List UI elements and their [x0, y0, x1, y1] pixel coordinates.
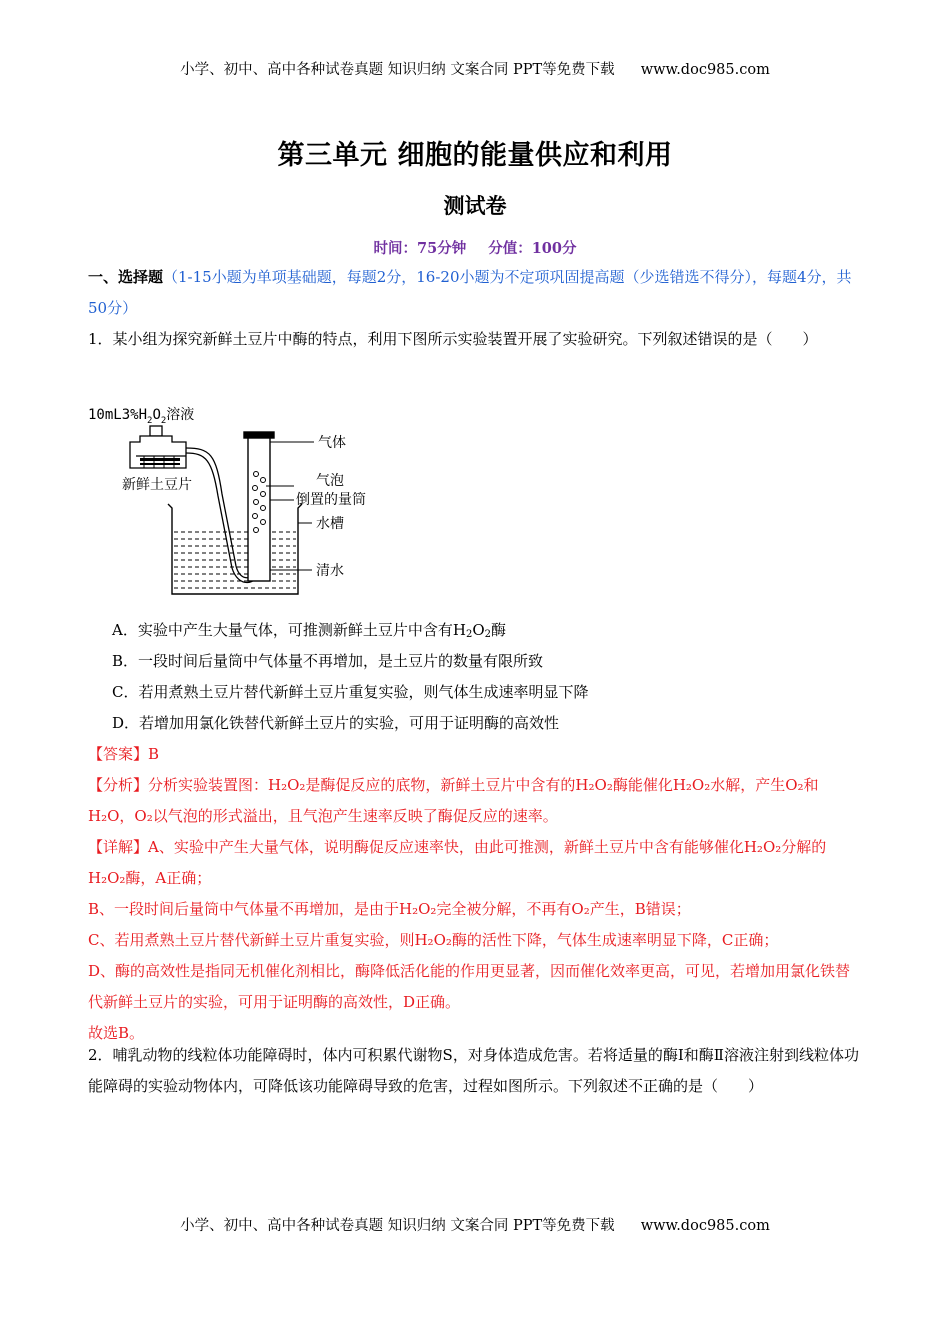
- page-header: [0, 58, 950, 79]
- option-c-text: 若用煮熟土豆片替代新鲜土豆片重复实验，则气体生成速率明显下降: [138, 683, 589, 701]
- q1-options: [88, 615, 862, 739]
- detail-tag: 【详解】: [88, 838, 149, 856]
- header-text: 小学、初中、高中各种试卷真题 知识归纳 文案合同 PPT等免费下载: [180, 62, 615, 78]
- fig-solution-label-pre: 10mL3%H: [88, 407, 148, 423]
- answer-line: [88, 739, 862, 770]
- experiment-apparatus-figure: [88, 398, 388, 598]
- option-a-letter: A．: [112, 621, 138, 639]
- option-b-text: 一段时间后量筒中气体量不再增加，是土豆片的数量有限所致: [138, 652, 544, 670]
- detail-d: D、酶的高效性是指同无机催化剂相比，酶降低活化能的作用更显著，因而催化效率更高，可见，若增加用氯化铁替代新鲜土豆片的实验，可用于证明酶的高效性，D正确。: [88, 962, 851, 1011]
- fig-tank-label: 水槽: [316, 516, 344, 532]
- section-note: （1-15小题为单项基础题，每题2分，16-20小题为不定项巩固提高题（少选错选不得分），每题4分，共50分）: [88, 268, 852, 317]
- detail-a: A、实验中产生大量气体，说明酶促反应速率快，由此可推测，新鲜土豆片中含有能够催化H₂O₂分解的H₂O₂酶，A正确；: [88, 838, 827, 887]
- page-title: 第三单元 细胞的能量供应和利用: [277, 140, 673, 171]
- fig-potato-label: 新鲜土豆片: [122, 477, 192, 493]
- analysis-text: 分析实验装置图：H₂O₂是酶促反应的底物，新鲜土豆片中含有的H₂O₂酶能催化H₂O₂水解，产生O₂和H₂O，O₂以气泡的形式溢出，且气泡产生速率反映了酶促反应的速率。: [88, 776, 819, 825]
- analysis-block: [88, 770, 862, 832]
- fig-gas-label: 气体: [318, 435, 346, 451]
- section-title: 一、选择题: [88, 268, 164, 286]
- option-d[interactable]: [88, 708, 862, 739]
- option-b-letter: B．: [112, 652, 139, 670]
- detail-b: B、一段时间后量筒中气体量不再增加，是由于H₂O₂完全被分解，不再有O₂产生，B错误；: [88, 900, 691, 918]
- conclusion: 故选B。: [88, 1024, 145, 1042]
- exam-score: 分值：100分: [488, 240, 577, 257]
- inverted-cylinder: [244, 432, 274, 581]
- fig-sub1: 2: [147, 416, 153, 426]
- footer-text: 小学、初中、高中各种试卷真题 知识归纳 文案合同 PPT等免费下载: [180, 1218, 615, 1234]
- exam-meta: [0, 237, 950, 258]
- exam-time: 时间：75分钟: [373, 240, 467, 257]
- page-subtitle: 测试卷: [443, 194, 507, 218]
- page-footer: [0, 1214, 950, 1235]
- svg-text:10mL3%H2O2溶液: [88, 406, 194, 426]
- option-c-letter: C．: [112, 683, 139, 701]
- header-site[interactable]: www.doc985.com: [640, 62, 770, 78]
- option-a-sub1: 2: [465, 629, 473, 640]
- answer-value: B: [148, 745, 160, 763]
- fig-cylinder-label: 倒置的量筒: [296, 492, 366, 508]
- option-a[interactable]: [88, 615, 862, 646]
- option-c[interactable]: [88, 677, 862, 708]
- detail-a-block: [88, 832, 862, 894]
- answer-tag: 【答案】: [88, 745, 149, 763]
- option-a-mid: O: [472, 621, 485, 639]
- option-a-text: 实验中产生大量气体，可推测新鲜土豆片中含有H: [137, 621, 466, 639]
- option-d-text: 若增加用氯化铁替代新鲜土豆片的实验，可用于证明酶的高效性: [139, 714, 560, 732]
- option-d-letter: D．: [112, 714, 140, 732]
- q2-stem: 2．哺乳动物的线粒体功能障碍时，体内可积累代谢物S，对身体造成危害。若将适量的酶Ⅰ和酶Ⅱ溶液注射到线粒体功能障碍的实验动物体内，可降低该功能障碍导致的危害，过程如图所示。下列叙述不正确的是（ ）: [88, 1046, 859, 1095]
- analysis-tag: 【分析】: [88, 776, 149, 794]
- option-a-sub2: 2: [484, 629, 491, 640]
- q1-stem: 1．某小组为探究新鲜土豆片中酶的特点，利用下图所示实验装置开展了实验研究。下列叙述错误的是（ ）: [88, 330, 818, 348]
- detail-c: C、若用煮熟土豆片替代新鲜土豆片重复实验，则H₂O₂酶的活性下降，气体生成速率明显下降，C正确；: [88, 931, 779, 949]
- footer-site[interactable]: www.doc985.com: [640, 1218, 770, 1234]
- q1-solution: [88, 739, 862, 1049]
- option-a-post: 酶: [491, 621, 507, 639]
- section-heading: [88, 262, 862, 324]
- fig-o: O: [152, 407, 161, 423]
- fig-solution-post: 溶液: [166, 407, 195, 423]
- option-b[interactable]: [88, 646, 862, 677]
- bottle: [130, 426, 186, 468]
- fig-water-label: 清水: [316, 563, 344, 579]
- fig-sub2: 2: [160, 416, 167, 426]
- fig-bubble-label: 气泡: [316, 473, 344, 489]
